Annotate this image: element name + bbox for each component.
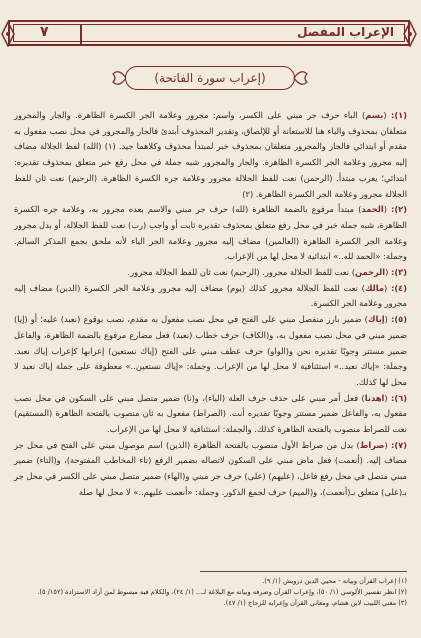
verse-keyword: بسم <box>365 110 384 120</box>
page-header <box>8 20 410 46</box>
header-left-ornament-icon <box>1 21 15 47</box>
footnote-3: (٣) مغني اللبيب لابن هشام، ومعاني القرآن وإعرابه للزجاج (١/ ٤٧). <box>223 599 407 607</box>
verse-number: (٧): <box>391 439 407 450</box>
verse-text: الباء حرف جر مبني على الكسر، واسم: مجرور وعلامة الجر الكسرة الظاهرة. والجار والمجرور متعلقان بمحذوف والباء هنا للاستعانة أو للإلصاق، وتقدير المحذوف أبتدئ فالجار والمجرور في محل نصب مفعول به مقدم أو ابتدائي فالجار والمجرور متعلقان بمحذوف خبر لمبتدأ محذوف وكلاهما جيد. (١) (الله) لفظ الجلالة مضاف إليه مجرور وعلامة الجر الكسرة الظاهرة. والجار والمجرور شبه جملة في محل رفع خبر متعلق بمحذوف تقديره: ابتدائي؛ يعرب مبتدأ. (الرحمن) نعت للفظ الجلالة مجرور وعلامة جره الكسرة الظاهرة. (الرحيم) نعت ثان للفظ الجلالة مجرور وعلامة الجر الكسرة الظاهرة. (٢) <box>14 110 407 199</box>
section-title: (إعراب سورة الفاتحة) <box>125 66 295 90</box>
verse-keyword: مالك <box>364 282 385 293</box>
verse-paragraph-5: (٥): (إياك) ضمير بارز منفصل مبني على الفتح في محل نصب مفعول به مقدم، نصب بوقوع (نعبد) عليه؛ أو (إيا) ضمير مبني في محل نصب مفعول به، و(الكاف) حرف خطاب (نعبد) فعل مضارع مرفوع بالضمة الظاهرة، والفاعل ضمير مستتر وجوبًا تقديره نحن و(الواو) حرف عطف مبني على الفتح (إياك نستعين) إعرابها كإعراب إياك نعبد. وجملة: «إياك نعبد..» استئنافية لا محل لها من الإعراب. وجملة: «إياك نستعين..» معطوفة على جملة إياك نعبد لا محل لها كذلك. <box>14 314 407 387</box>
verse-number: (٥): <box>391 314 407 325</box>
verse-number: (٢): <box>391 204 408 215</box>
footnote-2: (٢) انظر تفسير الألوسي (١/ ٥٠)، وإعراب القرآن وصرفه وبيانه مع البلاغة لـ... (١/ ٢٤)، والكلام فيه مبسوط لمن أراد الاستزادة (١٥٢/ ٥). <box>37 588 407 596</box>
verse-number: (١): <box>391 110 408 120</box>
verse-keyword: الرحمن <box>354 267 386 278</box>
verse-number: (٤): <box>391 282 408 293</box>
footnote-separator <box>200 571 407 572</box>
verse-paragraph-6: (٦): (اهدنا) فعل أمر مبني على حذف حرف العلة (الياء)، و(نا) ضمير متصل مبني على السكون في محل نصب مفعول به، والفاعل ضمير مستتر وجوبًا تقديره أنت. (الصراط) مفعول به ثان منصوب بالفتحة الظاهرة (المستقيم) نعت للصراط منصوب بالفتحة الظاهرة كذلك. والجملة: استئنافية لا محل لها من الإعراب. <box>14 392 407 435</box>
header-separator <box>80 24 82 46</box>
verse-paragraph-1: (١): (بسم) الباء حرف جر مبني على الكسر، واسم: مجرور وعلامة الجر الكسرة الظاهرة. والجار والمجرور متعلقان بمحذوف والباء هنا للاستعانة أو للإلصاق، وتقدير المحذوف أبتدئ فالجار والمجرور في محل نصب مفعول به مقدم أو ابتدائي فالجار والمجرور متعلقان بمحذوف خبر لمبتدأ محذوف وكلاهما جيد. (١) (الله) لفظ الجلالة مضاف إليه مجرور وعلامة الجر الكسرة الظاهرة. والجار والمجرور شبه جملة في محل رفع خبر متعلق بمحذوف تقديره: ابتدائي؛ يعرب مبتدأ. (الرحمن) نعت للفظ الجلالة مجرور وعلامة جره الكسرة الظاهرة. (الرحيم) نعت ثان للفظ الجلالة مجرور وعلامة الجر الكسرة الظاهرة. (٢) <box>14 110 408 199</box>
verse-analysis-body <box>14 108 407 501</box>
footnotes <box>14 576 407 609</box>
verse-text: ضمير بارز منفصل مبني على الفتح في محل نصب مفعول به مقدم، نصب بوقوع (نعبد) عليه؛ أو (إيا) ضمير مبني في محل نصب مفعول به، و(الكاف) حرف خطاب (نعبد) فعل مضارع مرفوع بالضمة الظاهرة، والفاعل ضمير مستتر وجوبًا تقديره نحن و(الواو) حرف عطف مبني على الفتح (إياك نستعين) إعرابها كإعراب إياك نعبد. وجملة: «إياك نعبد..» استئنافية لا محل لها من الإعراب. وجملة: «إياك نستعين..» معطوفة على جملة إياك نعبد لا محل لها كذلك. <box>14 314 407 387</box>
verse-text: نعت للفظ الجلالة مجرور. (الرحيم) نعت ثان للفظ الجلالة مجرور. <box>127 267 350 278</box>
verse-paragraph-3: (٣): (الرحمن) نعت للفظ الجلالة مجرور. (الرحيم) نعت ثان للفظ الجلالة مجرور. <box>127 267 407 278</box>
verse-keyword: الحمد <box>361 204 384 215</box>
verse-keyword: صراط <box>359 439 385 450</box>
verse-text: مبتدأ مرفوع بالضمة الظاهرة (لله) حرف جر مبني والاسم بعده مجرور به، وعلامة جره الكسرة الظاهرة، شبه جملة خبر في محل رفع متعلق بمحذوف تقديره ثابت أو واجب (رب) نعت للفظ الجلالة، أو بدل مجرور وعلامة الجر الكسرة الظاهرة (العالمين) مضاف إليه مجرور وعلامة الجر الياء لأنه ملحق بجمع المذكر السالم. وجملة: «الحمد لله..» ابتدائية لا محل لها من الإعراب. <box>14 204 407 262</box>
verse-paragraph-2: (٢): (الحمد) مبتدأ مرفوع بالضمة الظاهرة (لله) حرف جر مبني والاسم بعده مجرور به، وعلامة جره الكسرة الظاهرة، شبه جملة خبر في محل رفع متعلق بمحذوف تقديره ثابت أو واجب (رب) نعت للفظ الجلالة، أو بدل مجرور وعلامة الجر الكسرة الظاهرة (العالمين) مضاف إليه مجرور وعلامة الجر الياء لأنه ملحق بجمع المذكر السالم. وجملة: «الحمد لله..» ابتدائية لا محل لها من الإعراب. <box>14 204 408 262</box>
footnote-1: (١) إعراب القرآن وبيانه - محيي الدين درويش (١/ ٩). <box>262 577 407 585</box>
verse-number: (٦): <box>391 392 407 403</box>
verse-paragraph-4: (٤): (مالك) نعت للفظ الجلالة مجرور كذلك (يوم) مضاف إليه مجرور وعلامة الجر الكسرة (الدين) مضاف إليه مجرور وعلامة الجر الكسرة. <box>14 282 408 309</box>
header-right-ornament-icon <box>403 21 417 47</box>
page-number: ٧ <box>40 24 49 40</box>
verse-text: نعت للفظ الجلالة مجرور كذلك (يوم) مضاف إليه مجرور وعلامة الجر الكسرة (الدين) مضاف إليه مجرور وعلامة الجر الكسرة. <box>14 282 407 309</box>
verse-text: بدل من صراط الأول منصوب بالفتحة الظاهرة (الذين) اسم موصول مبني على الفتح في محل جر مضاف إليه. (أنعمت) فعل ماض مبني على السكون لاتصاله بضمير الرفع (تاء المخاطب المفتوحة)، و(التاء) ضمير مبني متصل في محل رفع فاعل، (عليهم) (على) حرف جر مبني و(الهاء) ضمير متصل مبني على الكسر في محل جر بـ(على) متعلق بـ(أنعمت)، و(الميم) حرف لجمع الذكور. وجملة: «أنعمت عليهم..» لا محل لها صلة <box>14 439 407 497</box>
section-title-cartouche <box>125 66 295 90</box>
header-title: الإعراب المفصل <box>297 25 394 39</box>
verse-paragraph-7: (٧): (صراط) بدل من صراط الأول منصوب بالفتحة الظاهرة (الذين) اسم موصول مبني على الفتح في محل جر مضاف إليه. (أنعمت) فعل ماض مبني على السكون لاتصاله بضمير الرفع (تاء المخاطب المفتوحة)، و(التاء) ضمير مبني متصل في محل رفع فاعل، (عليهم) (على) حرف جر مبني و(الهاء) ضمير متصل مبني على الكسر في محل جر بـ(على) متعلق بـ(أنعمت)، و(الميم) حرف لجمع الذكور. وجملة: «أنعمت عليهم..» لا محل لها صلة <box>14 439 407 497</box>
verse-keyword: اهدنا <box>364 392 385 403</box>
verse-number: (٣): <box>391 267 407 278</box>
verse-text: فعل أمر مبني على حذف حرف العلة (الياء)، و(نا) ضمير متصل مبني على السكون في محل نصب مفعول به، والفاعل ضمير مستتر وجوبًا تقديره أنت. (الصراط) مفعول به ثان منصوب بالفتحة الظاهرة (المستقيم) نعت للصراط منصوب بالفتحة الظاهرة كذلك. والجملة: استئنافية لا محل لها من الإعراب. <box>14 392 407 435</box>
verse-keyword: إياك <box>367 314 385 325</box>
cartouche-right-ornament-icon <box>293 68 309 88</box>
